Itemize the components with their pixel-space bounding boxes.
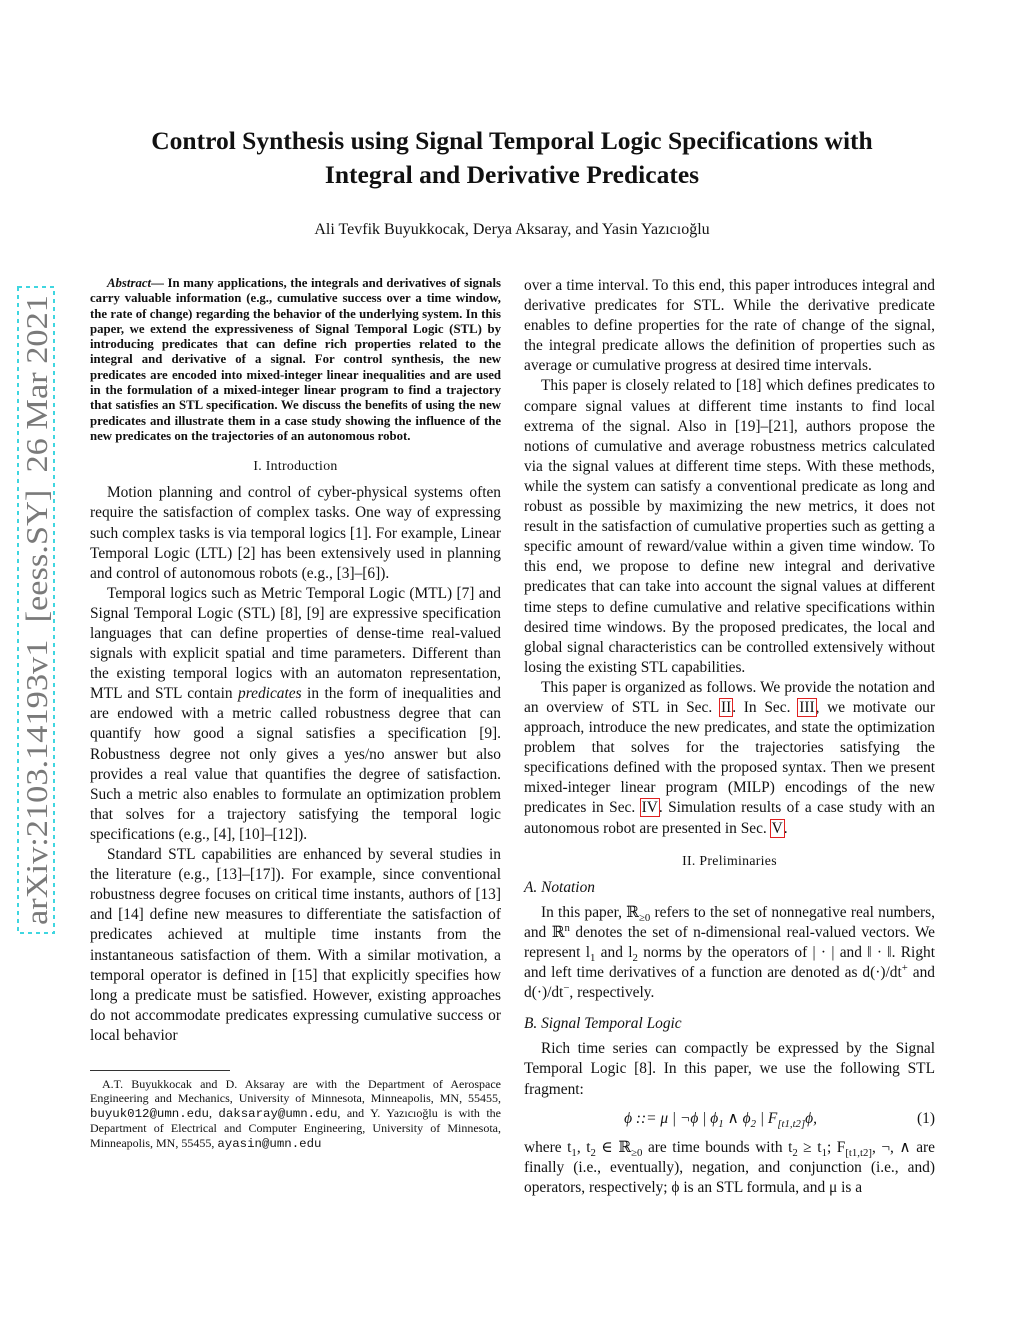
eq-sub-2: 2 [750, 1117, 756, 1130]
author-list: Ali Tevfik Buyukkocak, Derya Aksaray, and Yasin Yazıcıoğlu [314, 221, 710, 238]
subsection-notation: A. Notation [524, 878, 595, 896]
notation-text-b: refers to the set of nonnegative real numbers, and ℝ [524, 903, 935, 941]
where-sub-6: [t1,t2] [845, 1146, 872, 1159]
rp3-text-e: . [783, 819, 788, 837]
where-sub-2: 2 [590, 1146, 596, 1159]
rp3-text-c: , we motivate our approach, introduce the new predicates, and state the optimization problem that solves for the trajectories satisfying the specifications defined with the proposed syntax. Then we present mixed-integer linear program (MILP) encodings of the new predicates in Sec. [524, 698, 935, 817]
notation-sup-2: + [901, 961, 908, 974]
where-sub-3: ≥0 [631, 1146, 643, 1159]
notation-text-a: In this paper, ℝ [541, 903, 639, 921]
title-line-1: Control Synthesis using Signal Temporal Logic Specifications with [151, 126, 873, 155]
rp3-text-d: . Simulation results of a case study with an autonomous robot are presented in Sec. [524, 799, 935, 837]
intro-p2-emphasis: predicates [238, 685, 302, 703]
eq-part-d: ϕ, [805, 1109, 817, 1127]
subsection-stl: B. Signal Temporal Logic [524, 1015, 682, 1033]
where-sub-1: 1 [571, 1146, 577, 1159]
abstract-text: — In many applications, the integrals and derivatives of signals carry valuable information (e.g., cumulative success over a time window, the rate of change) regarding the behavior of the underlying system. In this paper, we extend the expressiveness of Signal Temporal Logic (STL) by introducing predicates that can define rich properties related to the integral and derivative of a signal. For control synthesis, the new predicates are encoded into mixed-integer linear inequalities and are used in the formulation of a mixed-integer linear program to find a trajectory that satisfies an STL specification. We discuss the benefits of using the new predicates and illustrate them in a case study showing the influence of the new predicates on the trajectories of an autonomous robot. [90, 276, 501, 443]
notation-text-d: and l [595, 944, 633, 961]
section-heading-preliminaries: II. Preliminaries [682, 852, 777, 868]
footnote-text-a: A.T. Buyukkocak and D. Aksaray are with the Department of Aerospace Engineering and Mechanics, University of Minnesota, Minneapolis, MN, 55455, [90, 1076, 501, 1106]
notation-sup-1: n [564, 921, 570, 934]
arxiv-stamp-text: arXiv:2103.14193v1 [eess.SY] 26 Mar 2021 [20, 365, 54, 925]
eq-part-c: | F [755, 1109, 778, 1127]
where-text-a: where t [524, 1138, 572, 1156]
stl-paragraph: Rich time series can compactly be expressed by the Signal Temporal Logic [8]. In this paper, we use the following STL fragment: [524, 1040, 935, 1098]
section-ref-iv[interactable]: IV [641, 799, 658, 817]
footnote-text-b: , and Y. Yazıcıoğlu is with the Department of Electrical and Computer Engineering, University of Minnesota, Minneapolis, MN, 55455, [90, 1105, 502, 1150]
where-sub-4: 2 [792, 1146, 798, 1159]
intro-paragraph-1: Motion planning and control of cyber-physical systems often require the satisfaction of complex tasks. One way of expressing such complex tasks is via temporal logics [1]. For example, Linear Temporal Logic (LTL) [2] has been extensively used in planning and control of autonomous robots (e.g., [3]–[6]). [90, 484, 501, 582]
left-column [90, 276, 501, 1151]
section-ref-iii[interactable]: III [799, 698, 815, 716]
abstract [90, 276, 501, 444]
notation-sub-1: ≥0 [638, 911, 651, 924]
section-ref-ii[interactable]: II [720, 698, 732, 716]
title-line-2: Integral and Derivative Predicates [324, 160, 700, 189]
footnote-rule [90, 1070, 230, 1071]
section-heading-introduction: I. Introduction [253, 458, 338, 474]
rp3-text-a: This paper is organized as follows. We provide the notation and an overview of STL in Sec. [524, 678, 935, 716]
footnote-separator: , [208, 1105, 219, 1120]
rp3-text-b: . In Sec. [732, 698, 799, 716]
right-column [524, 276, 935, 1198]
intro-paragraph-2 [90, 584, 501, 845]
notation-sup-3: − [563, 982, 570, 995]
where-sub-5: 1 [821, 1146, 827, 1159]
where-text-d: are time bounds with t [642, 1138, 793, 1156]
equation-1 [524, 1109, 935, 1129]
paper-title [80, 124, 944, 192]
notation-text-e: norms by the operators of | · | and ‖ · ‖. Right and left time derivatives of a function are denoted as d(·)/dt [524, 944, 935, 982]
abstract-label: Abstract [107, 276, 152, 290]
right-paragraph-3 [524, 678, 935, 839]
where-text-b: , t [576, 1138, 591, 1156]
intro-p2-text-a: Temporal logics such as Metric Temporal Logic (MTL) [7] and Signal Temporal Logic (STL) [8], [9] are expressive specification languages that can define properties of dense-time real-valued signals with explicit spatial and time parameters. Different than the existing temporal logics with an automaton representation, MTL and STL contain [90, 584, 501, 703]
right-paragraph-2: This paper is closely related to [18] which defines predicates to compare signal values at different time instants to find local extrema of the signal. Also in [19]–[21], authors propose the notions of cumulative and average robustness metrics calculated via the signal values at different time steps. With these methods, while the system can satisfy a conventional predicate as long and robust as possible by maximizing the new metrics, it does not result in the satisfaction of cumulative properties such as getting a specific amount of reward/value within a given time window. To this end, we propose to define new integral and derivative predicates that can take into account the signal values at different time steps to define cumulative and relative specifications within desired time windows. By the proposed predicates, the local and global signal characteristics can be controlled extensively without losing the existing STL capabilities. [524, 377, 935, 676]
arxiv-stamp [14, 285, 58, 935]
eq-part-b: ∧ ϕ [723, 1109, 751, 1127]
email-link-3[interactable]: ayasin@umn.edu [217, 1136, 322, 1151]
intro-p2-text-b: in the form of inequalities and are endowed with a metric called robustness degree that can quantify how good a signal satisfies a specification [9]. Robustness degree not only gives a yes/no answer but also provides a real value that quantifies the degree of satisfaction. Such a metric also enables to formulate an optimization problem that solves for a trajectory satisfying the temporal logic specifications (e.g., [4], [10]–[12]). [90, 685, 501, 843]
right-paragraph-1: over a time interval. To this end, this paper introduces integral and derivative predicates for STL. While the derivative predicate enables to define properties for the rate of change of the signal, the integral predicate allows the definition of properties such as average or cumulative progress at desired time intervals. [524, 277, 935, 375]
eq-sub-3: [t1,t2] [777, 1117, 806, 1130]
where-text-f: ; F [826, 1138, 846, 1156]
email-link-1[interactable]: buyuk012@umn.edu [90, 1106, 209, 1121]
notation-paragraph [524, 903, 935, 1003]
affiliation-footnote [90, 1077, 501, 1152]
where-text-g: , ¬, ∧ are finally (i.e., eventually), negation, and conjunction (i.e., and) operators, respectively; ϕ is an STL formula, and μ is a [524, 1138, 935, 1196]
equation-number: (1) [917, 1109, 935, 1127]
where-paragraph [524, 1138, 935, 1198]
intro-paragraph-3: Standard STL capabilities are enhanced by several studies in the literature (e.g., [13]–[17]). For example, since conventional robustness degree focuses on critical time instants, authors of [13] and [14] define new measures to differentiate the satisfaction of predicates achieved at multiple time instants from the instantaneous satisfaction of them. With a similar motivation, a temporal operator is defined in [15] that explicitly specifies how long a predicate must be satisfied. However, existing approaches do not accommodate predicates expressing cumulative success or local behavior [90, 846, 501, 1044]
section-ref-v[interactable]: V [771, 819, 783, 837]
where-text-c: ∈ ℝ [595, 1138, 632, 1156]
equation-body [524, 1109, 917, 1129]
notation-text-c: denotes the set of n-dimensional real-valued vectors. We represent l [524, 923, 935, 961]
where-text-e: ≥ t [797, 1138, 822, 1156]
email-link-2[interactable]: daksaray@umn.edu [218, 1106, 338, 1121]
notation-sub-2: 1 [589, 952, 596, 965]
notation-sub-3: 2 [632, 952, 638, 965]
eq-sub-1: 1 [718, 1117, 724, 1130]
eq-part-a: ϕ ::= μ | ¬ϕ | ϕ [624, 1109, 719, 1127]
notation-text-g: , respectively. [569, 984, 655, 1002]
notation-text-f: and d(·)/dt [524, 964, 936, 1002]
